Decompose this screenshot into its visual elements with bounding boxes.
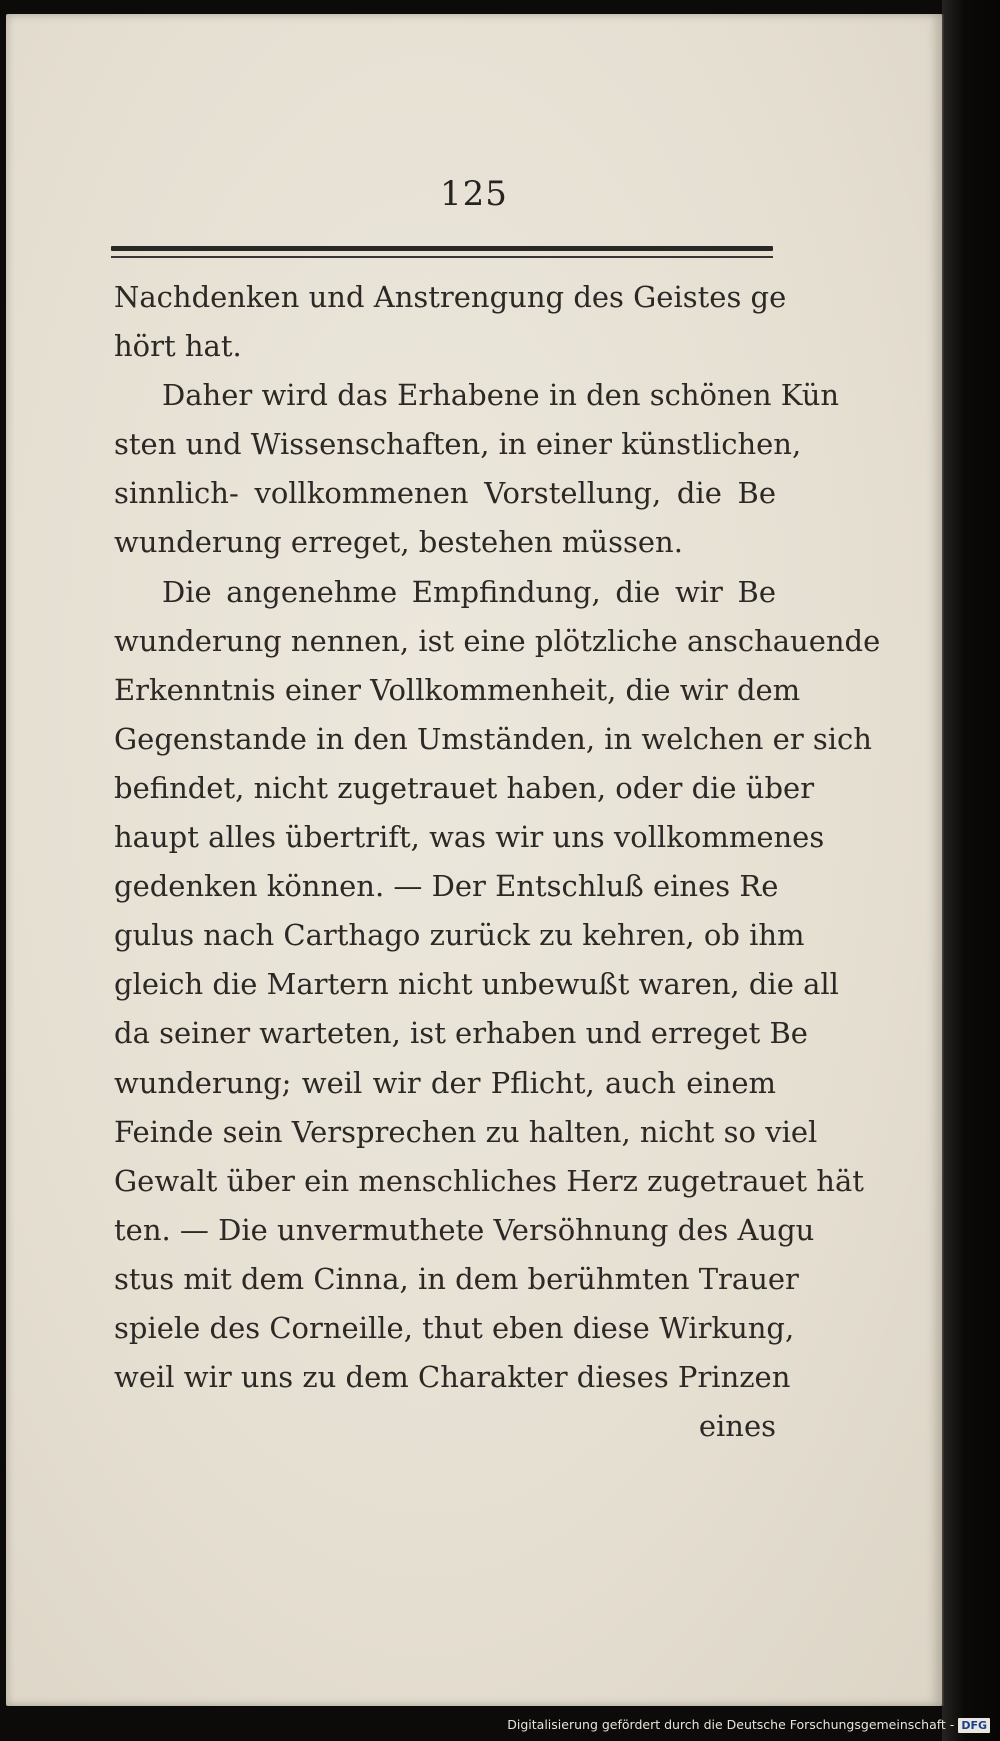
text-line: Erkenntnis einer Vollkommenheit, die wir dem [114,672,801,707]
text-line: Gegenstande in den Umständen, in welchen er sich [114,721,872,756]
header-rule-thick [111,246,773,251]
text-line: Feinde sein Versprechen zu halten, nicht so viel [114,1114,818,1149]
text-line: weil wir uns zu dem Charakter dieses Prinzen [114,1360,791,1395]
text-line: spiele des Corneille, thut eben diese Wirkung, [114,1310,795,1345]
text-line: haupt alles übertrift, was wir uns vollkommenes [114,820,825,855]
text-line: Nachdenken und Anstrengung des Geistes ge [114,280,787,314]
text-line: wunderung erreget, bestehen müssen. [114,525,683,560]
text-line: wunderung nennen, ist eine plötzliche anschauende [114,623,881,658]
dfg-logo: DFG [958,1718,990,1733]
page-number: 125 [440,174,508,214]
digitization-footer [507,1714,990,1736]
body-text [114,273,881,1451]
footer-text: Digitalisierung gefördert durch die Deutsche Forschungsgemeinschaft - [507,1717,955,1732]
text-line: Gewalt über ein menschliches Herz zugetrauet hät [114,1163,864,1198]
header-rule-thin [111,256,773,258]
text-line: wunderung; weil wir der Pflicht, auch einem [114,1065,776,1100]
book-gutter [942,0,1000,1741]
text-line: sten und Wissenschaften, in einer künstlichen, [114,427,802,462]
text-line: befindet, nicht zugetrauet haben, oder die über [114,770,815,805]
text-line: Daher wird das Erhabene in den schönen Kün [162,378,840,413]
text-line: gleich die Martern nicht unbewußt waren, die all [114,967,839,1002]
text-line: ten. — Die unvermuthete Versöhnung des Augu [114,1212,815,1247]
text-line: Die angenehme Empfindung, die wir Be [162,574,776,609]
text-line: sinnlich- vollkommenen Vorstellung, die Be [114,476,776,511]
text-line: da seiner warteten, ist erhaben und erreget Be [114,1016,808,1051]
book-page [6,14,942,1706]
text-line: gulus nach Carthago zurück zu kehren, ob ihm [114,918,805,953]
text-line: stus mit dem Cinna, in dem berühmten Trauer [114,1261,799,1296]
text-line: gedenken können. — Der Entschluß eines Re [114,869,779,904]
text-line: hört hat. [114,329,242,364]
catchword: eines [698,1409,776,1444]
